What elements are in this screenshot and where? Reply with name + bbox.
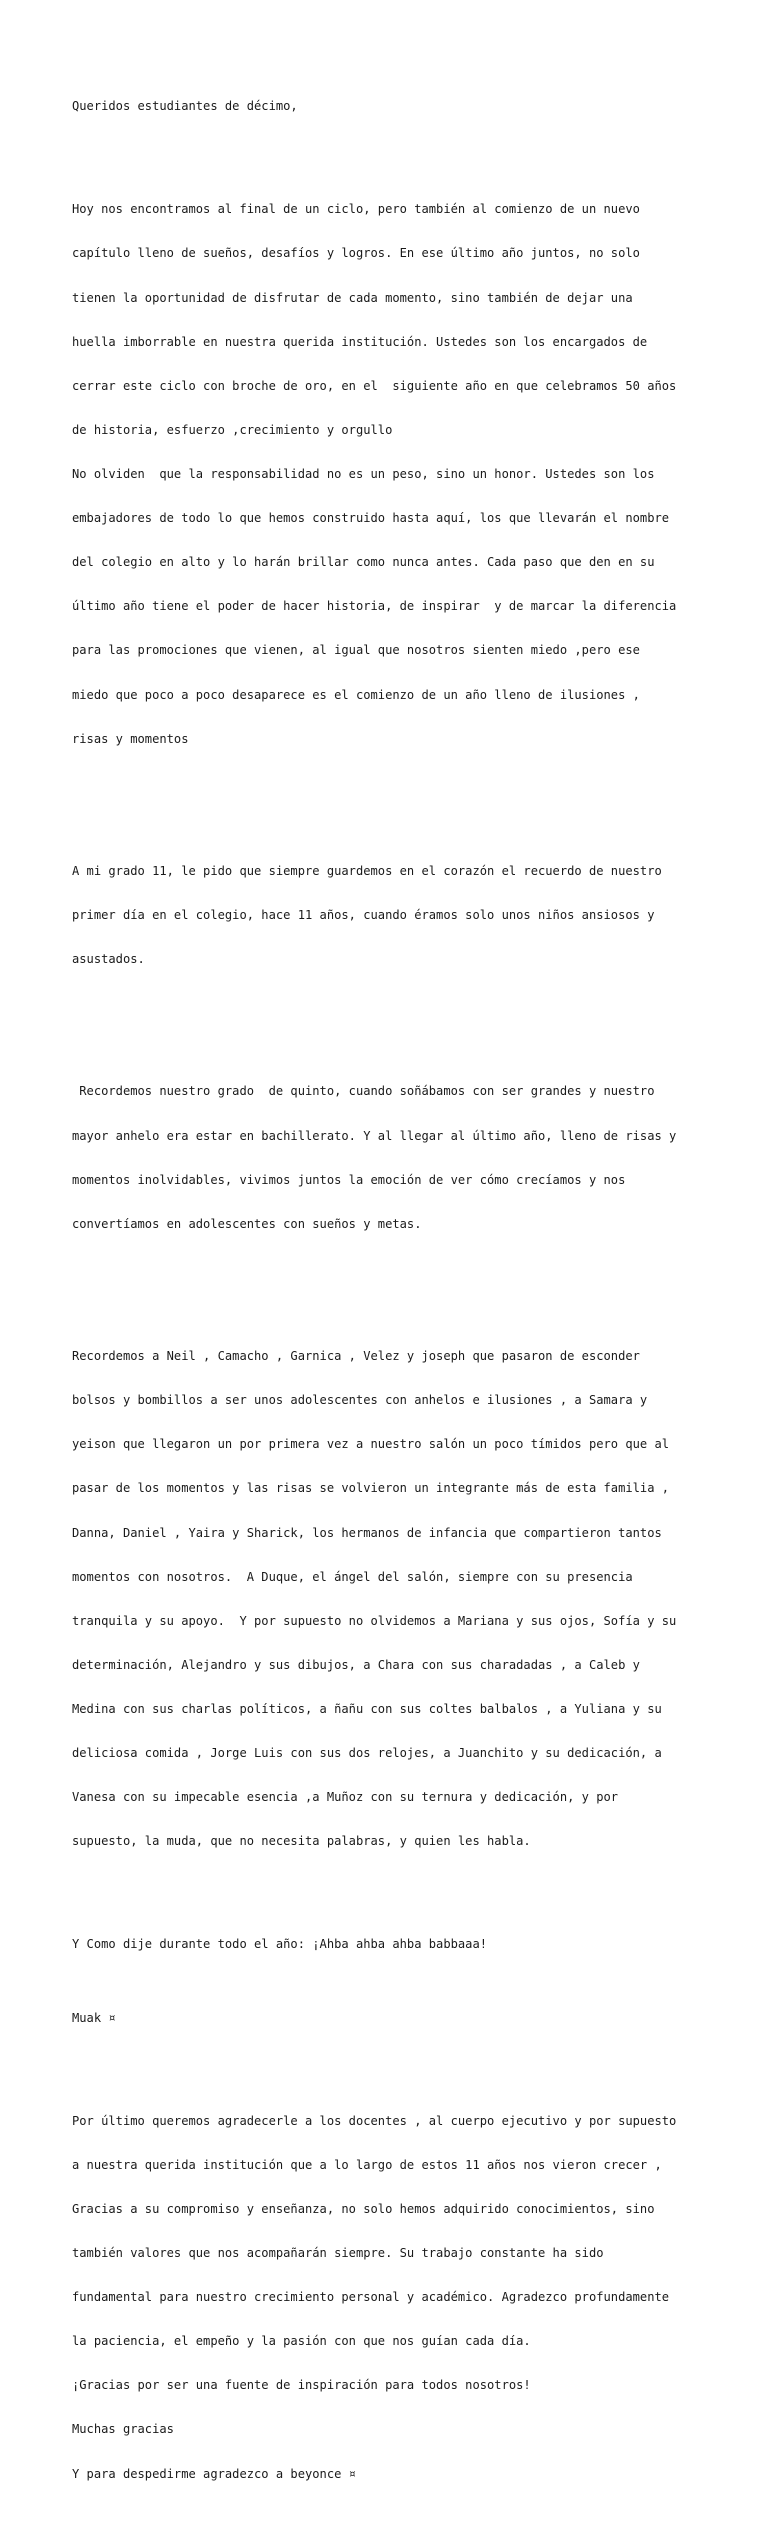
letter-document xyxy=(72,70,712,2525)
text-line: embajadores de todo lo que hemos construido hasta aquí, los que llevarán el nombre xyxy=(72,511,670,526)
text-line: A mi grado 11, le pido que siempre guardemos en el corazón el recuerdo de nuestro xyxy=(72,863,662,878)
text-line: asustados. xyxy=(72,952,145,967)
text-line: momentos inolvidables, vivimos juntos la emoción de ver cómo crecíamos y nos xyxy=(72,1172,626,1187)
text-line: la paciencia, el empeño y la pasión con que nos guían cada día. xyxy=(72,2334,531,2349)
text-line: fundamental para nuestro crecimiento personal y académico. Agradezco profundamente xyxy=(72,2290,670,2305)
text-line: tranquila y su apoyo. Y por supuesto no olvidemos a Mariana y sus ojos, Sofía y su xyxy=(72,1613,677,1628)
paragraph-muak: Muak ¤ xyxy=(72,2010,116,2025)
text-line: último año tiene el poder de hacer historia, de inspirar y de marcar la diferencia xyxy=(72,599,677,614)
text-line: a nuestra querida institución que a lo largo de estos 11 años nos vieron crecer , xyxy=(72,2157,662,2172)
text-line: bolsos y bombillos a ser unos adolescentes con anhelos e ilusiones , a Samara y xyxy=(72,1393,648,1408)
text-line: yeison que llegaron un por primera vez a nuestro salón un poco tímidos pero que al xyxy=(72,1437,670,1452)
text-line: Recordemos a Neil , Camacho , Garnica , Velez y joseph que pasaron de esconder xyxy=(72,1349,640,1364)
text-line: también valores que nos acompañarán siempre. Su trabajo constante ha sido xyxy=(72,2245,604,2260)
text-line: huella imborrable en nuestra querida institución. Ustedes son los encargados de xyxy=(72,334,648,349)
text-line: Y para despedirme agradezco a beyonce ¤ xyxy=(72,2466,356,2481)
text-line: Gracias a su compromiso y enseñanza, no solo hemos adquirido conocimientos, sino xyxy=(72,2201,655,2216)
text-line: de historia, esfuerzo ,crecimiento y orgullo xyxy=(72,422,393,437)
text-line: Por último queremos agradecerle a los docentes , al cuerpo ejecutivo y por supuesto xyxy=(72,2113,677,2128)
text-line: primer día en el colegio, hace 11 años, cuando éramos solo unos niños ansiosos y xyxy=(72,908,655,923)
text-line: momentos con nosotros. A Duque, el ángel del salón, siempre con su presencia xyxy=(72,1569,633,1584)
text-line: tienen la oportunidad de disfrutar de cada momento, sino también de dejar una xyxy=(72,290,633,305)
text-line: Muchas gracias xyxy=(72,2422,174,2437)
paragraph-thanks xyxy=(72,2084,712,2510)
text-line: Vanesa con su impecable esencia ,a Muñoz con su ternura y dedicación, y por xyxy=(72,1790,619,1805)
text-line: Danna, Daniel , Yaira y Sharick, los hermanos de infancia que compartieron tantos xyxy=(72,1525,662,1540)
text-line: del colegio en alto y lo harán brillar como nunca antes. Cada paso que den en su xyxy=(72,555,655,570)
text-line: capítulo lleno de sueños, desafíos y logros. En ese último año juntos, no solo xyxy=(72,246,640,261)
text-line: cerrar este ciclo con broche de oro, en el siguiente año en que celebramos 50 años xyxy=(72,378,677,393)
text-line: pasar de los momentos y las risas se volvieron un integrante más de esta familia , xyxy=(72,1481,670,1496)
text-line: determinación, Alejandro y sus dibujos, a Chara con sus charadadas , a Caleb y xyxy=(72,1657,640,1672)
paragraph-catchphrase: Y Como dije durante todo el año: ¡Ahba ahba ahba babbaaa! xyxy=(72,1937,488,1952)
text-line: convertíamos en adolescentes con sueños y metas. xyxy=(72,1216,422,1231)
text-line: deliciosa comida , Jorge Luis con sus dos relojes, a Juanchito y su dedicación, a xyxy=(72,1746,662,1761)
text-line: mayor anhelo era estar en bachillerato. Y al llegar al último año, lleno de risas y xyxy=(72,1128,677,1143)
paragraph-classmates xyxy=(72,1320,712,1879)
paragraph-grade-11 xyxy=(72,835,712,997)
text-line: No olviden que la responsabilidad no es un peso, sino un honor. Ustedes son los xyxy=(72,466,655,481)
text-line: Hoy nos encontramos al final de un ciclo, pero también al comienzo de un nuevo xyxy=(72,202,640,217)
text-line: ¡Gracias por ser una fuente de inspiración para todos nosotros! xyxy=(72,2378,531,2393)
text-line: risas y momentos xyxy=(72,731,189,746)
greeting: Queridos estudiantes de décimo, xyxy=(72,99,298,114)
text-line: miedo que poco a poco desaparece es el comienzo de un año lleno de ilusiones , xyxy=(72,687,640,702)
text-line: Recordemos nuestro grado de quinto, cuando soñábamos con ser grandes y nuestro xyxy=(72,1084,655,1099)
text-line: para las promociones que vienen, al igual que nosotros sienten miedo ,pero ese xyxy=(72,643,640,658)
text-line: supuesto, la muda, que no necesita palabras, y quien les habla. xyxy=(72,1834,531,1849)
text-line: Medina con sus charlas políticos, a ñañu con sus coltes balbalos , a Yuliana y su xyxy=(72,1701,662,1716)
paragraph-intro xyxy=(72,173,712,776)
paragraph-quinto xyxy=(72,1055,712,1261)
